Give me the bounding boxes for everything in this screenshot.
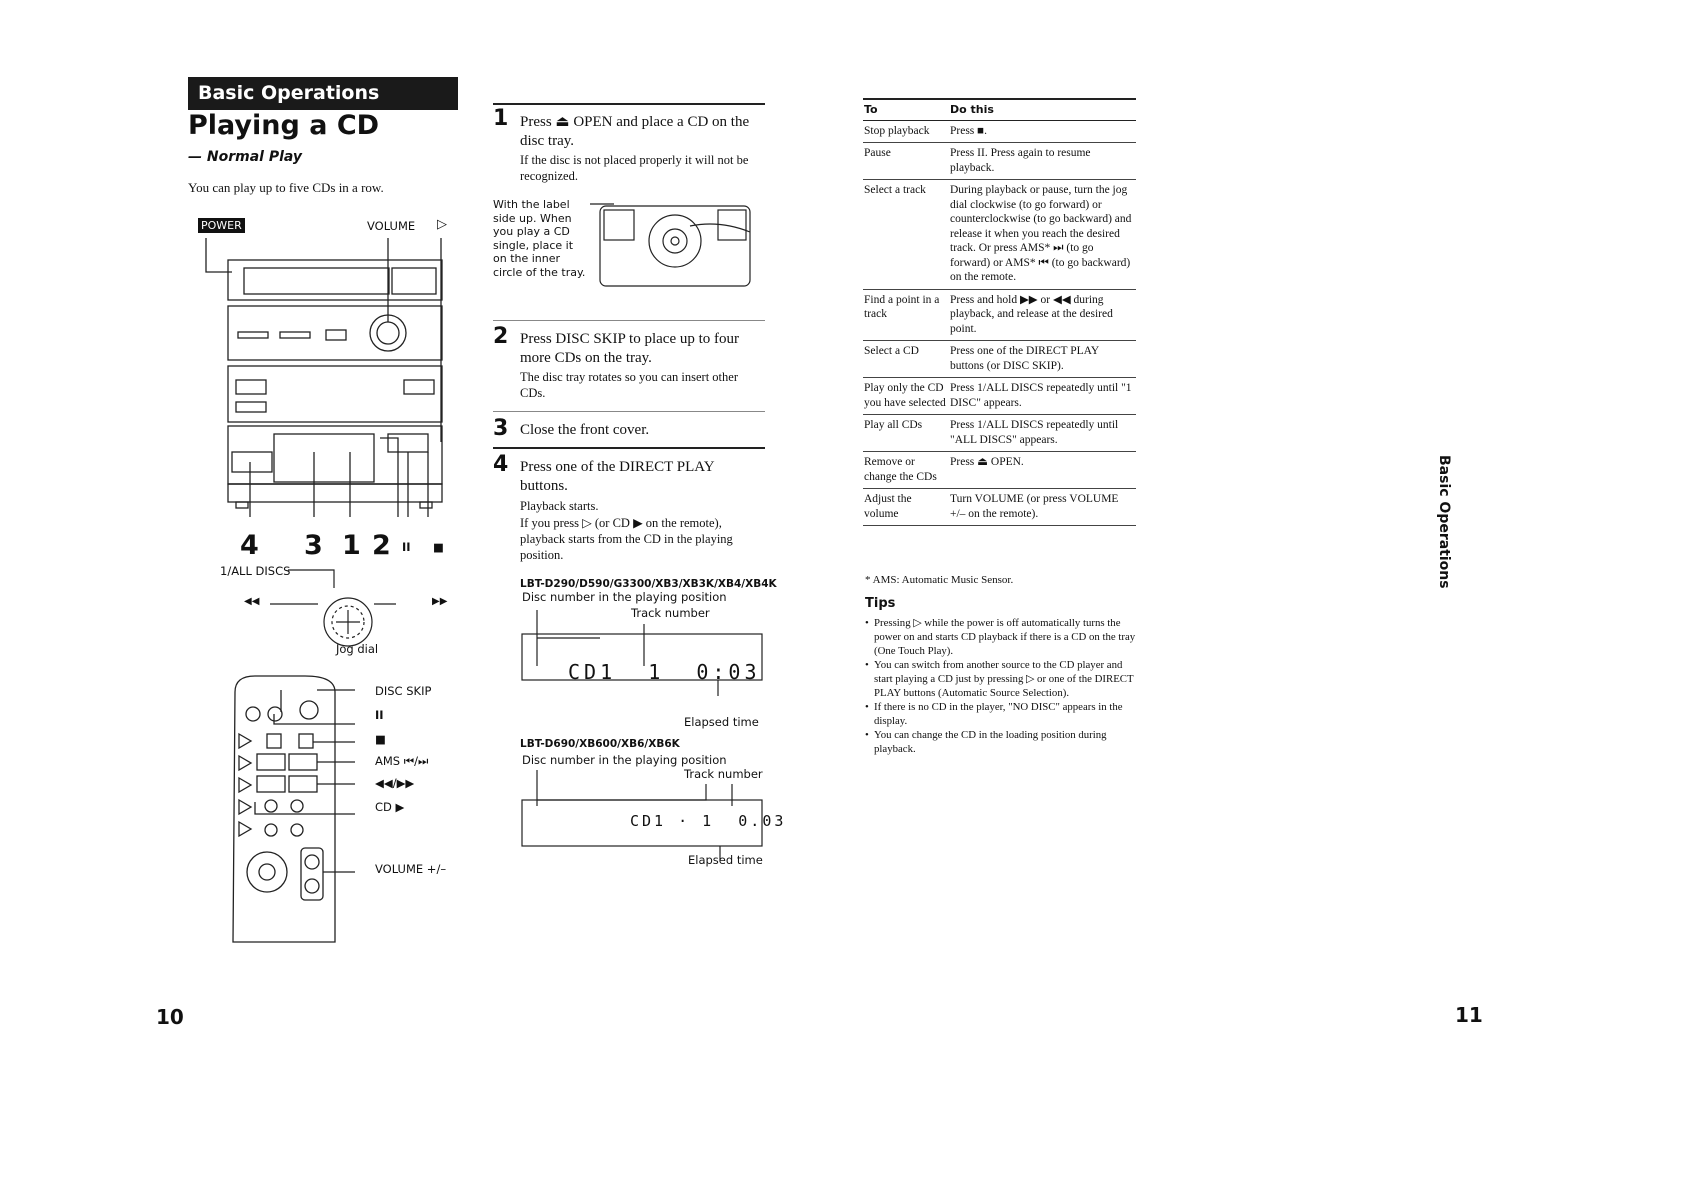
table-row: [863, 120, 1136, 143]
callout-1: 1: [342, 530, 361, 561]
step-1-number: 1: [493, 106, 509, 131]
table-cell: Press II. Press again to resume playback.: [949, 143, 1136, 180]
table-cell: Press one of the DIRECT PLAY buttons (or DISC SKIP).: [949, 341, 1136, 378]
remote-cd: CD ▶: [375, 800, 405, 814]
page-subtitle: — Normal Play: [188, 149, 303, 165]
display-2-elapsed-label: Elapsed time: [688, 853, 763, 867]
callout-4: 4: [240, 530, 259, 561]
display-1-models: LBT-D290/D590/G3300/XB3/XB3K/XB4/XB4K: [520, 578, 777, 590]
rewind-symbol: ◀◀: [244, 596, 260, 607]
display-2-track-label: Track number: [684, 767, 763, 781]
table-cell: Select a CD: [863, 341, 949, 378]
play-symbol: ▷: [437, 217, 447, 232]
jog-dial-drawing: [188, 558, 468, 668]
callout-3: 3: [304, 530, 323, 561]
remote-stop: ■: [375, 732, 386, 746]
table-cell: Press ⏏ OPEN.: [949, 452, 1136, 489]
display-1-disc-label: Disc number in the playing position: [522, 590, 727, 604]
table-cell: Play only the CD you have selected: [863, 378, 949, 415]
display-1-track-label: Track number: [631, 606, 710, 620]
tips-list: [865, 616, 1140, 756]
ams-footnote: * AMS: Automatic Music Sensor.: [865, 574, 1014, 586]
table-row: [863, 289, 1136, 341]
step-2-rule: [493, 320, 765, 321]
table-row: [863, 180, 1136, 290]
table-cell: Remove or change the CDs: [863, 452, 949, 489]
page-number-right: 11: [1455, 1003, 1483, 1027]
table-cell: Stop playback: [863, 120, 949, 143]
callout-2: 2: [372, 530, 391, 561]
step-4-number: 4: [493, 452, 509, 477]
remote-volume: VOLUME +/–: [375, 862, 447, 876]
table-cell: Turn VOLUME (or press VOLUME +/– on the remote).: [949, 489, 1136, 526]
fast-forward-symbol: ▶▶: [432, 596, 448, 607]
remote-ams: AMS ⏮/⏭: [375, 754, 429, 768]
step-4-note: Playback starts.: [520, 499, 599, 513]
table-row: [863, 143, 1136, 180]
display-2-disc-label: Disc number in the playing position: [522, 753, 727, 767]
intro-text: You can play up to five CDs in a row.: [188, 180, 384, 195]
table-cell: Press ■.: [949, 120, 1136, 143]
volume-label: VOLUME: [367, 219, 416, 233]
side-section-tab: Basic Operations: [1436, 455, 1452, 589]
step-2-note: The disc tray rotates so you can insert other CDs.: [520, 370, 738, 400]
page-number-left: 10: [156, 1005, 184, 1029]
step-4-text: Press one of the DIRECT PLAY buttons.: [520, 459, 715, 494]
display-1-elapsed-label: Elapsed time: [684, 715, 759, 729]
list-item: • Pressing ▷ while the power is off automatically turns the power on and starts CD playback if there is a CD on the tray (One Touch Play).: [865, 616, 1140, 658]
table-header-row: [863, 99, 1136, 120]
table-cell: Find a point in a track: [863, 289, 949, 341]
list-item: • If there is no CD in the player, "NO DISC" appears in the display.: [865, 700, 1140, 728]
table-cell: Play all CDs: [863, 415, 949, 452]
all-discs-label: 1/ALL DISCS: [220, 564, 291, 578]
table-header-to: To: [863, 99, 949, 120]
remote-drawing: [225, 672, 355, 952]
remote-pause: II: [375, 708, 384, 722]
label-side-note: With the label side up. When you play a CD single, place it on the inner circle of the tray.: [493, 198, 586, 279]
step-1-text: Press ⏏ OPEN and place a CD on the disc tray.: [520, 114, 750, 149]
section-banner: Basic Operations: [188, 77, 458, 110]
step-1-note: If the disc is not placed properly it will not be recognized.: [520, 153, 749, 183]
table-cell: Pause: [863, 143, 949, 180]
table-row: [863, 415, 1136, 452]
stereo-unit-drawing: [188, 212, 468, 542]
table-cell: During playback or pause, turn the jog dial clockwise (to go forward) or counterclockwise (to go backward) and release it when you reach the desired track. Or press AMS* ⏭ (to go forward) or AMS* ⏮ (to go backward) on the remote.: [949, 180, 1136, 290]
step-2-text: Press DISC SKIP to place up to four more CDs on the tray.: [520, 331, 740, 366]
operations-table: [863, 98, 1136, 526]
step-3-text: Close the front cover.: [520, 422, 650, 438]
table-cell: Adjust the volume: [863, 489, 949, 526]
tips-heading: Tips: [865, 596, 896, 611]
step-4-rule: [493, 447, 765, 449]
page-title: Playing a CD: [188, 110, 380, 141]
step-1-rule: [493, 103, 765, 105]
list-item: • You can change the CD in the loading position during playback.: [865, 728, 1140, 756]
callout-stop: ■: [433, 540, 444, 554]
power-label: POWER: [198, 218, 245, 233]
jog-dial-label: Jog dial: [336, 642, 379, 656]
table-cell: Press 1/ALL DISCS repeatedly until "ALL DISCS" appears.: [949, 415, 1136, 452]
remote-seek: ◀◀/▶▶: [375, 776, 415, 790]
callout-pause: II: [402, 540, 411, 554]
table-cell: Press 1/ALL DISCS repeatedly until "1 DISC" appears.: [949, 378, 1136, 415]
table-row: [863, 378, 1136, 415]
cd-tray-drawing: [590, 196, 760, 296]
step-3-rule: [493, 411, 765, 412]
table-cell: Select a track: [863, 180, 949, 290]
step-2-number: 2: [493, 324, 509, 349]
display-2-readout: CD1 · 1 0.03: [630, 812, 787, 830]
display-1-readout: CD1 1 0:03: [568, 660, 761, 684]
step-3-number: 3: [493, 416, 509, 441]
table-cell: Press and hold ▶▶ or ◀◀ during playback, and release at the desired point.: [949, 289, 1136, 341]
table-row: [863, 452, 1136, 489]
remote-figure: [225, 672, 475, 952]
table-header-do-this: Do this: [949, 99, 1136, 120]
table-row: [863, 489, 1136, 526]
step-4-note-2: If you press ▷ (or CD ▶ on the remote), playback starts from the CD in the playing position.: [520, 516, 733, 562]
display-2-models: LBT-D690/XB600/XB6/XB6K: [520, 738, 680, 750]
table-row: [863, 341, 1136, 378]
list-item: • You can switch from another source to the CD player and start playing a CD just by pressing ▷ or one of the DIRECT PLAY buttons (Automatic Source Selection).: [865, 658, 1140, 700]
remote-disc-skip: DISC SKIP: [375, 684, 432, 698]
stereo-figure: [188, 212, 468, 656]
